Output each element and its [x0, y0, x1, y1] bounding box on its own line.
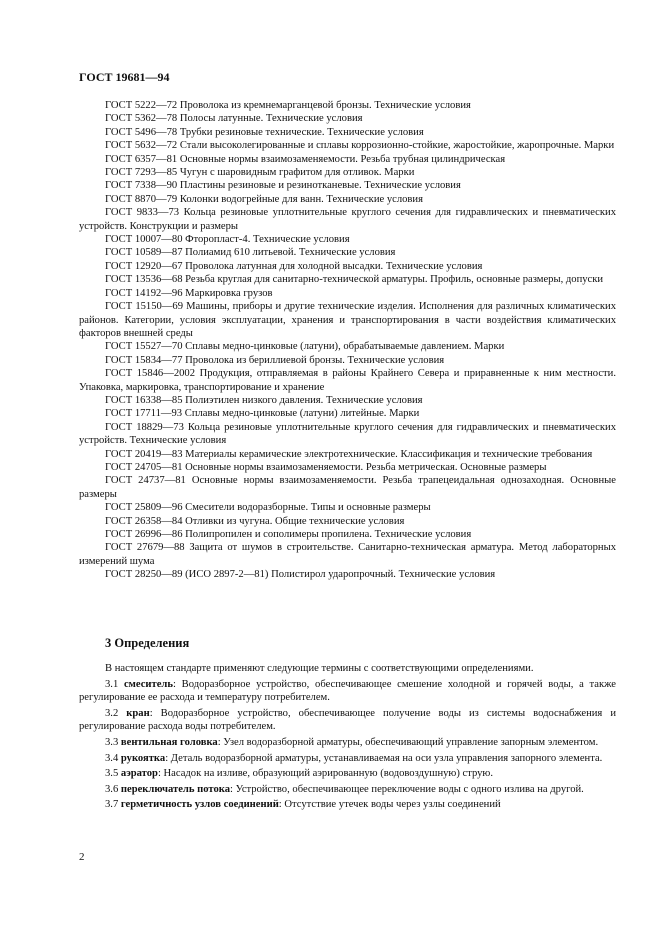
- normative-references-list: [79, 99, 616, 582]
- definition-item: [79, 678, 616, 705]
- definition-term: герметичность узлов соединений: [120, 799, 279, 811]
- definition-number: 3.2: [105, 707, 127, 719]
- section-title: 3 Определения: [105, 636, 190, 650]
- reference-item: ГОСТ 13536—68 Резьба круглая для санитарно-технической арматуры. Профиль, основные размеры, допуски: [105, 274, 604, 286]
- reference-item: ГОСТ 8870—79 Колонки водогрейные для ванн. Технические условия: [105, 193, 423, 205]
- definition-item: [79, 736, 616, 750]
- definition-item: [79, 798, 616, 812]
- reference-item: ГОСТ 7293—85 Чугун с шаровидным графитом для отливок. Марки: [105, 167, 415, 179]
- reference-item: ГОСТ 28250—89 (ИСО 2897-2—81) Полистирол ударопрочный. Технические условия: [105, 569, 496, 581]
- definition-term: вентильная головка: [120, 736, 218, 748]
- reference-item: ГОСТ 5632—72 Стали высоколегированные и сплавы коррозионно-стойкие, жаростойкие, жаропрочные. Марки: [105, 140, 615, 152]
- definition-text: : Узел водоразборной арматуры, обеспечивающий управление запорным элементом.: [217, 736, 599, 748]
- definition-text: : Деталь водоразборной арматуры, устанавливаемая на оси узла управления запорного элемента.: [165, 752, 603, 764]
- definitions-list: [79, 662, 616, 814]
- definition-number: 3.6: [105, 783, 121, 795]
- definition-item: [79, 767, 616, 781]
- reference-item: ГОСТ 15846—2002 Продукция, отправляемая в районы Крайнего Севера и приравненные к ним местности. Упаковка, маркировка, транспортирование и хранение: [79, 368, 616, 393]
- reference-item: ГОСТ 26996—86 Полипропилен и сополимеры пропилена. Технические условия: [105, 529, 472, 540]
- definition-number: 3.7: [105, 799, 121, 811]
- definition-item: [79, 752, 616, 766]
- definition-item: [79, 783, 616, 797]
- reference-item: ГОСТ 17711—93 Сплавы медно-цинковые (латуни) литейные. Марки: [105, 408, 420, 420]
- reference-item: ГОСТ 12920—67 Проволока латунная для холодной высадки. Технические условия: [105, 260, 483, 272]
- definition-text: : Отсутствие утечек воды через узлы соединений: [278, 799, 501, 811]
- reference-item: ГОСТ 7338—90 Пластины резиновые и резинотканевые. Технические условия: [105, 180, 461, 192]
- definition-item: [79, 707, 616, 734]
- definition-text: : Устройство, обеспечивающее переключение воды с одного излива на другой.: [230, 783, 584, 795]
- definition-number: 3.1: [105, 678, 124, 690]
- reference-item: ГОСТ 15834—77 Проволока из бериллиевой бронзы. Технические условия: [105, 354, 445, 366]
- reference-item: ГОСТ 24737—81 Основные нормы взаимозаменяемости. Резьба трапецеидальная однозаходная. Основные размеры: [79, 475, 616, 500]
- definition-text: : Водоразборное устройство, обеспечивающее получение воды из системы водоснабжения и регулирование расхода воды потребителем.: [79, 707, 617, 733]
- definitions-intro: В настоящем стандарте применяют следующие термины с соответствующими определениями.: [105, 663, 534, 674]
- definition-number: 3.3: [105, 736, 121, 748]
- definition-text: : Насадок на изливе, образующий аэрированную (водовоздушную) струю.: [157, 768, 493, 780]
- reference-item: ГОСТ 15527—70 Сплавы медно-цинковые (латуни), обрабатываемые давлением. Марки: [105, 341, 505, 353]
- reference-item: ГОСТ 16338—85 Полиэтилен низкого давления. Технические условия: [105, 394, 423, 406]
- reference-item: ГОСТ 5496—78 Трубки резиновые технические. Технические условия: [105, 126, 424, 138]
- reference-item: ГОСТ 24705—81 Основные нормы взаимозаменяемости. Резьба метрическая. Основные размеры: [105, 461, 547, 473]
- reference-item: ГОСТ 9833—73 Кольца резиновые уплотнительные круглого сечения для гидравлических и пневматических устройств. Конструкции и размеры: [79, 207, 616, 232]
- definition-term: смеситель: [123, 678, 173, 690]
- reference-item: ГОСТ 15150—69 Машины, приборы и другие технические изделия. Исполнения для различных климатических районов. Категории, условия эксплуатации, хранения и транспортирования в части воздействия климатических факторов внешней среды: [79, 301, 616, 339]
- reference-item: ГОСТ 5222—72 Проволока из кремнемарганцевой бронзы. Технические условия: [105, 100, 471, 111]
- reference-item: ГОСТ 25809—96 Смесители водоразборные. Типы и основные размеры: [105, 502, 431, 514]
- reference-item: ГОСТ 10007—80 Фторопласт-4. Технические условия: [105, 234, 350, 246]
- definition-number: 3.5: [105, 768, 121, 780]
- reference-item: ГОСТ 27679—88 Защита от шумов в строительстве. Санитарно-техническая арматура. Метод лабораторных измерений шума: [79, 542, 616, 567]
- reference-item: ГОСТ 14192—96 Маркировка грузов: [105, 287, 273, 299]
- definition-term: рукоятка: [120, 752, 166, 764]
- definition-term: переключатель потока: [120, 783, 230, 795]
- reference-item: ГОСТ 10589—87 Полиамид 610 литьевой. Технические условия: [105, 247, 396, 259]
- reference-item: ГОСТ 26358—84 Отливки из чугуна. Общие технические условия: [105, 515, 405, 527]
- definition-term: аэратор: [120, 768, 158, 780]
- reference-item: ГОСТ 5362—78 Полосы латунные. Технические условия: [105, 113, 363, 125]
- definition-text: : Водоразборное устройство, обеспечивающее смешение холодной и горячей воды, а также регулирование ее расхода и температуру потребителем.: [79, 678, 616, 704]
- reference-item: ГОСТ 20419—83 Материалы керамические электротехнические. Классификация и технические требования: [105, 448, 593, 460]
- definition-term: кран: [126, 707, 150, 719]
- definition-number: 3.4: [105, 752, 121, 764]
- reference-item: ГОСТ 18829—73 Кольца резиновые уплотнительные круглого сечения для гидравлических и пневматических устройств. Технические условия: [79, 421, 616, 447]
- document-header: ГОСТ 19681—94: [79, 70, 170, 84]
- page-number: 2: [79, 851, 85, 863]
- reference-item: ГОСТ 6357—81 Основные нормы взаимозаменяемости. Резьба трубная цилиндрическая: [105, 153, 506, 165]
